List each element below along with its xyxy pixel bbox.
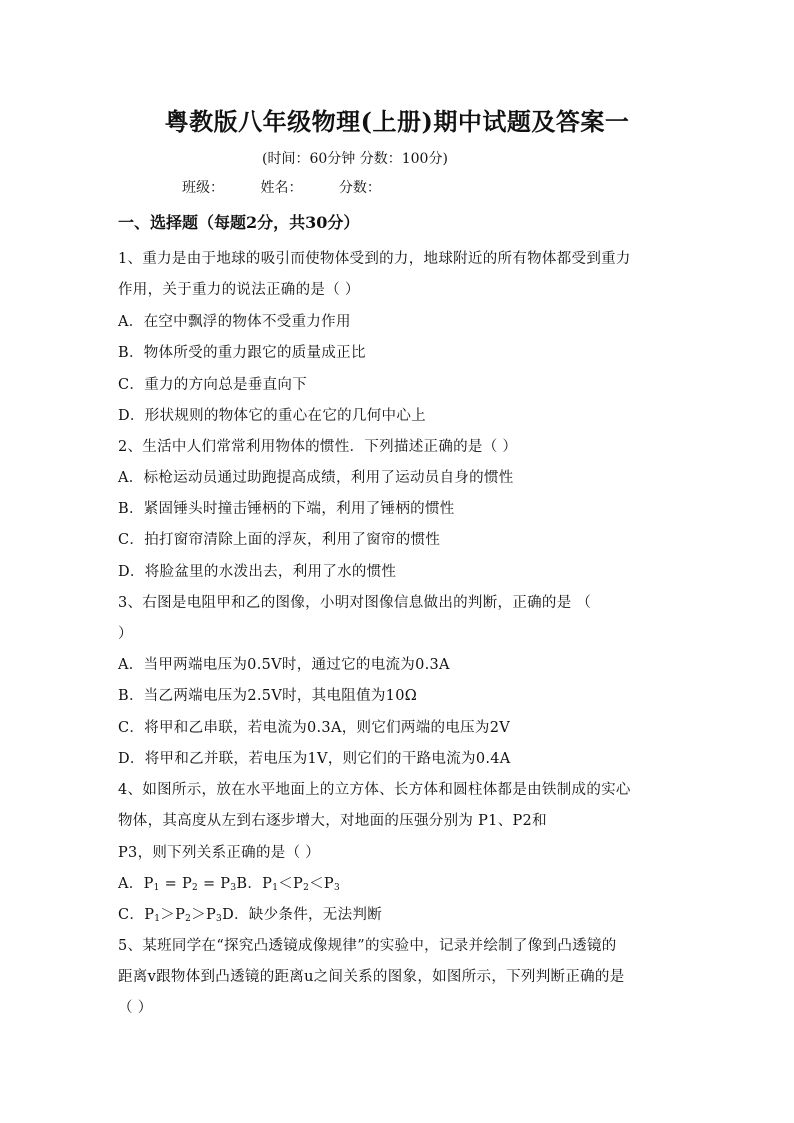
- question-line: ）: [118, 626, 133, 642]
- score-label: 分数：: [338, 180, 381, 196]
- exam-time-score: (时间：60分钟 分数：100分): [262, 151, 448, 167]
- question-line: （ ）: [118, 1000, 153, 1016]
- question-line: 物体，其高度从左到右逐步增大，对地面的压强分别为 P1、P2和: [118, 813, 547, 829]
- option-line: A．在空中飘浮的物体不受重力作用: [118, 314, 351, 330]
- option-line: C．$P_1>P_2>P_3D$．缺少条件，无法判断: [118, 907, 383, 924]
- option-line: B．物体所受的重力跟它的质量成正比: [118, 345, 366, 361]
- class-label: 班级：: [182, 180, 224, 196]
- question-line: 5、某班同学在“探究凸透镜成像规律”的实验中，记录并绘制了像到凸透镜的: [118, 938, 617, 954]
- question-line: 4、如图所示，放在水平地面上的立方体、长方体和圆柱体都是由铁制成的实心: [118, 782, 631, 798]
- option-line: A．标枪运动员通过助跑提高成绩，利用了运动员自身的惯性: [118, 470, 514, 486]
- section-heading: 一、选择题（每题2分，共30分）: [118, 213, 360, 232]
- question-line: 距离v跟物体到凸透镜的距离u之间关系的图象，如图所示，下列判断正确的是: [118, 969, 625, 985]
- option-line: C．重力的方向总是垂直向下: [118, 377, 307, 393]
- option-line: C．拍打窗帘清除上面的浮灰，利用了窗帘的惯性: [118, 532, 441, 548]
- question-line: P3，则下列关系正确的是（ ）: [118, 845, 321, 861]
- exam-title: 粤教版八年级物理(上册)期中试题及答案一: [164, 107, 630, 136]
- option-line: A．当甲两端电压为0.5V时，通过它的电流为0.3A: [118, 657, 450, 673]
- question-line: 2、生活中人们常常利用物体的惯性．下列描述正确的是（ ）: [118, 439, 518, 455]
- option-line: D．形状规则的物体它的重心在它的几何中心上: [118, 408, 426, 424]
- name-label: 姓名：: [260, 180, 303, 196]
- option-line: A．$P_1 = P_2 = P_3B$．$P_1<P_2<P_3$: [118, 876, 341, 893]
- question-line: 3、右图是电阻甲和乙的图像，小明对图像信息做出的判断，正确的是 （: [118, 595, 592, 611]
- option-line: D．将甲和乙并联，若电压为1V，则它们的干路电流为0.4A: [118, 751, 511, 767]
- option-line: B．当乙两端电压为2.5V时，其电阻值为10Ω: [118, 688, 418, 704]
- option-line: C．将甲和乙串联，若电流为0.3A，则它们两端的电压为2V: [118, 720, 511, 736]
- question-line: 作用，关于重力的说法正确的是（ ）: [118, 282, 360, 298]
- student-info-row: [182, 177, 413, 197]
- option-line: B．紧固锤头时撞击锤柄的下端，利用了锤柄的惯性: [118, 501, 455, 517]
- question-line: 1、重力是由于地球的吸引而使物体受到的力，地球附近的所有物体都受到重力: [118, 251, 631, 267]
- option-line: D．将脸盆里的水泼出去，利用了水的惯性: [118, 564, 397, 580]
